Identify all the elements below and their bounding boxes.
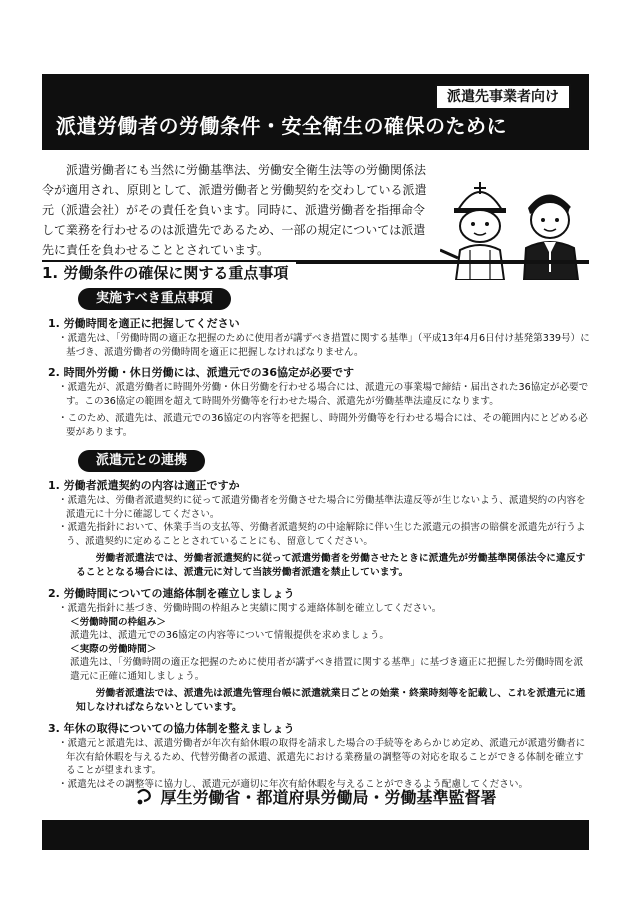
audience-badge: 派遣先事業者向け <box>435 84 571 110</box>
item-2-2 <box>48 586 590 715</box>
item-2-3 <box>48 721 590 791</box>
law-note: 労働者派遣法では、労働者派遣契約に従って派遣労働者を労働させたときに派遣先が労働基準関係法令に違反することとなる場合には、派遣元に対して当該労働者派遣を禁止しています。 <box>76 553 586 578</box>
section-1-title: 1. 労働条件の確保に関する重点事項 <box>42 262 296 283</box>
coordination-pill: 派遣元との連携 <box>78 450 205 472</box>
item-2-1 <box>48 478 590 580</box>
item-subheading: ＜実際の労働時間＞ <box>70 643 157 655</box>
footer-band <box>42 820 589 850</box>
item-heading: 2. 労働時間についての連絡体制を確立しましょう <box>48 587 295 600</box>
header-band <box>42 74 589 150</box>
page-title: 派遣労働者の労働条件・安全衛生の確保のために <box>56 114 507 138</box>
intro-paragraph: 派遣労働者にも当然に労働基準法、労働安全衛生法等の労働関係法令が適用され、原則として、派遣労働者と労働契約を交わしている派遣元（派遣会社）がその責任を負います。同時に、派遣労働者を指揮命令して業務を行わせるのは派遣先であるため、一部の規定については派遣先に責任を負わせることとされています。 <box>42 163 427 257</box>
footer-org-name: 厚生労働省・都道府県労働局・労働基準監督署 <box>160 788 497 807</box>
priority-items-pill: 実施すべき重点事項 <box>78 288 231 310</box>
item-1-2 <box>48 365 590 439</box>
item-bullet: ・派遣元と派遣先は、派遣労働者が年次有給休暇の取得を請求した場合の手続等をあらかじめ定め、派遣元が派遣労働者に年次有給休暇を与えるため、代替労働者の派遣、派遣先における業務量の調整等の対応を取ることができる体制を確立することが望まれます。 <box>58 738 586 776</box>
leaflet <box>42 74 589 851</box>
worker-in-suit-figure <box>524 194 578 280</box>
item-line: 派遣先は、「労働時間の適正な把握のために使用者が講ずべき措置に関する基準」に基づき適正に把握した労働時間を派遣元に正確に通知しましょう。 <box>70 657 584 682</box>
section-2-items <box>48 472 590 791</box>
item-bullet: ・派遣先は、「労働時間の適正な把握のために使用者が講ずべき措置に関する基準」（平成13年4月6日付け基発第339号）に基づき、派遣労働者の労働時間を適正に把握しなければなりません。 <box>58 333 590 358</box>
worker-with-helmet-figure <box>440 182 506 280</box>
item-heading: 1. 労働者派遣契約の内容は適正ですか <box>48 479 240 492</box>
section-1-items <box>48 310 590 439</box>
footer-org <box>42 786 589 810</box>
item-heading: 1. 労働時間を適正に把握してください <box>48 317 240 330</box>
item-bullet: ・派遣先が、派遣労働者に時間外労働・休日労働を行わせる場合には、派遣元の事業場で締結・届出された36協定が必要です。この36協定の範囲を超えて時間外労働等を行わせた場合、派遣先が労働基準法違反になります。 <box>58 382 589 407</box>
item-bullet: ・派遣先は、労働者派遣契約に従って派遣労働者を労働させた場合に労働基準法違反等が生じないよう、派遣契約の内容を派遣元に十分に確認してください。 <box>58 495 586 520</box>
law-note: 労働者派遣法では、派遣先は派遣先管理台帳に派遣就業日ごとの始業・終業時刻等を記載し、これを派遣元に通知しなければならないとしています。 <box>76 688 586 713</box>
item-heading: 3. 年休の取得についての協力体制を整えましょう <box>48 722 295 735</box>
item-line: 派遣先は、派遣元での36協定の内容等について情報提供を求めましょう。 <box>70 630 390 641</box>
item-heading: 2. 時間外労働・休日労働には、派遣元での36協定が必要です <box>48 366 354 379</box>
item-bullet: ・このため、派遣先は、派遣元での36協定の内容等を把握し、時間外労働等を行わせる場合には、その範囲内にとどめる必要があります。 <box>58 413 588 438</box>
item-1-1 <box>48 316 590 359</box>
item-subheading: ＜労働時間の枠組み＞ <box>70 616 166 628</box>
item-bullet: ・派遣先はその調整等に協力し、派遣元が適切に年次有給休暇を与えることができるよう配慮してください。 <box>58 778 529 790</box>
item-line: ・派遣先指針に基づき、労働時間の枠組みと実績に関する連絡体制を確立してください。 <box>58 603 442 614</box>
ministry-logo-icon <box>134 787 154 807</box>
item-bullet: ・派遣先指針において、休業手当の支払等、労働者派遣契約の中途解除に伴い生じた派遣元の損害の賠償を派遣先が行うよう、派遣契約に定めることとされていることにも、留意してください。 <box>58 522 586 547</box>
